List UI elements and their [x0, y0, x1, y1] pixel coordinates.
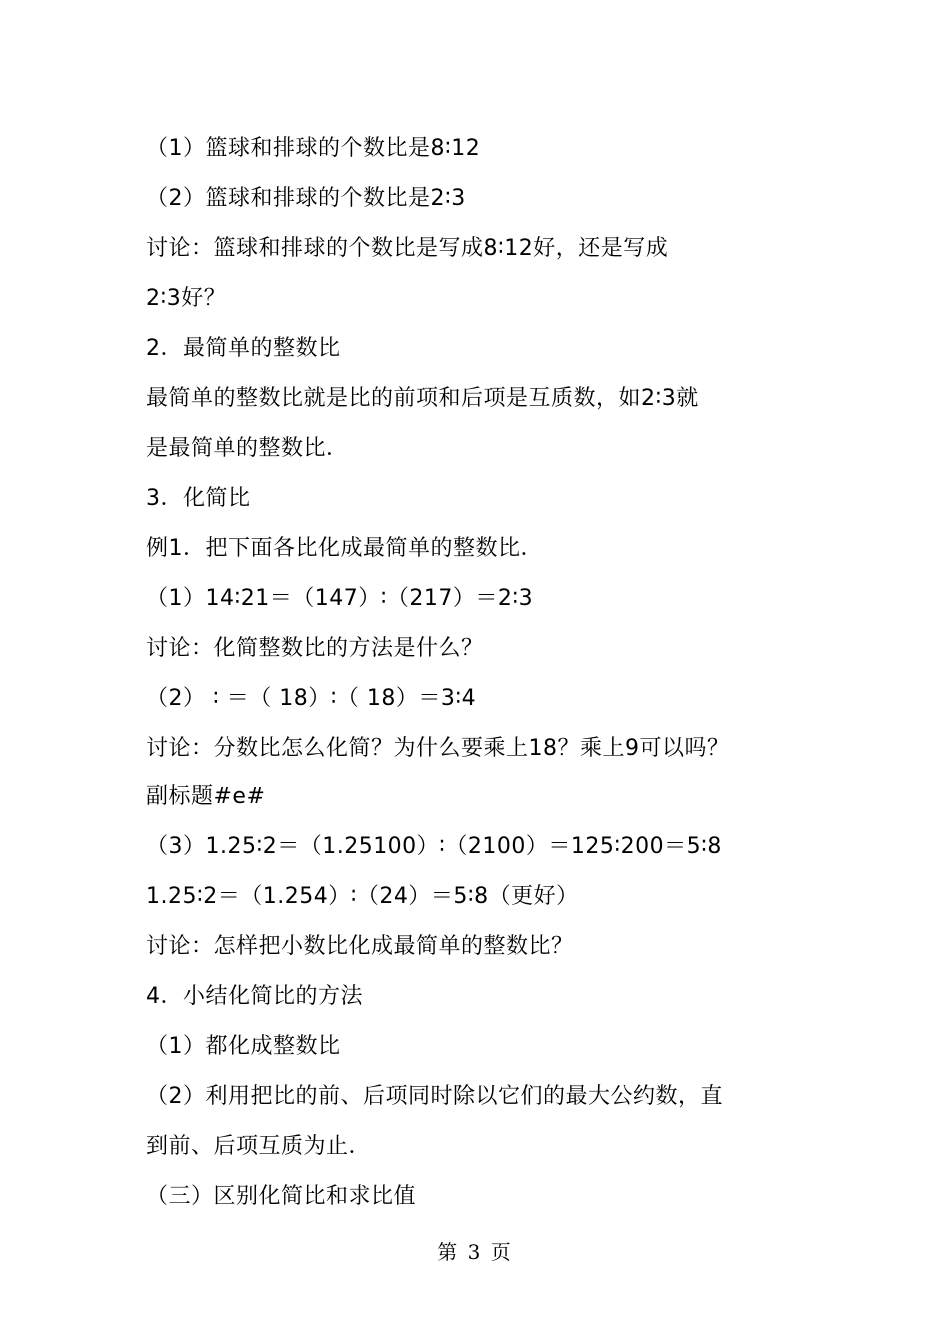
text-line: 是最简单的整数比． — [146, 436, 349, 461]
page-number: 第 3 页 — [437, 1240, 513, 1264]
text-line: 讨论：篮球和排球的个数比是写成8∶12好，还是写成 — [146, 236, 669, 261]
text-line: （2）篮球和排球的个数比是2∶3 — [146, 186, 466, 211]
section-heading: 2．最简单的整数比 — [146, 336, 341, 361]
text-line: 最简单的整数比就是比的前项和后项是互质数，如2∶3就 — [146, 386, 699, 411]
section-heading: 3．化简比 — [146, 486, 251, 511]
text-line: （1）篮球和排球的个数比是8∶12 — [146, 136, 481, 161]
text-line: 例1．把下面各比化成最简单的整数比． — [146, 536, 543, 561]
text-line: 讨论：怎样把小数比化成最简单的整数比？ — [146, 934, 574, 959]
text-line: 副标题#e# — [146, 784, 266, 809]
text-line: （2） ∶ ＝（ 18）∶（ 18）＝3∶4 — [146, 686, 477, 711]
text-line: （1）14∶21＝（147）∶（217）＝2∶3 — [146, 586, 534, 611]
text-line: 2∶3好？ — [146, 286, 227, 311]
text-line: 讨论：分数比怎么化简？为什么要乘上18？乘上9可以吗？ — [146, 736, 730, 761]
text-line: （2）利用把比的前、后项同时除以它们的最大公约数，直 — [146, 1084, 723, 1109]
section-heading: （三）区别化简比和求比值 — [146, 1184, 417, 1209]
text-line: 讨论：化简整数比的方法是什么？ — [146, 636, 484, 661]
text-line: 1.25∶2＝（1.254）∶（24）＝5∶8（更好） — [146, 884, 579, 909]
text-line: （1）都化成整数比 — [146, 1034, 341, 1059]
text-line: 到前、后项互质为止． — [146, 1134, 372, 1159]
text-line: （3）1.25∶2＝（1.25100）∶（2100）＝125∶200＝5∶8 — [146, 834, 722, 859]
section-heading: 4．小结化简比的方法 — [146, 984, 363, 1009]
